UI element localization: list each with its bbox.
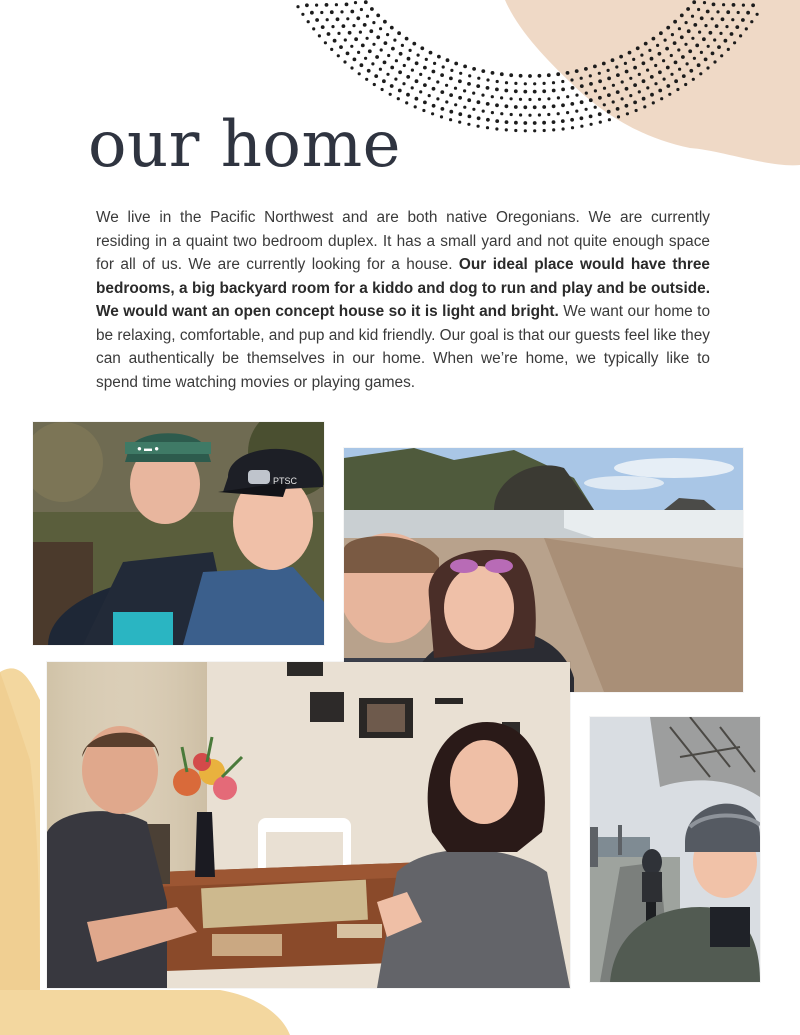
cap-logo-text: PTSC xyxy=(273,476,298,486)
photo-board-game xyxy=(47,662,570,988)
intro-text-part1: We live in the Pacific Northwest and are both native Oregonians. We are currently residing in a quaint two bedroom duplex. It has a small yard and not quite enough space for all of us. We are currently looking for a house. xyxy=(96,209,710,273)
svg-text:● ▬ ●: ● ▬ ● xyxy=(137,444,160,453)
page-title: our home xyxy=(88,108,401,182)
photo-beach-selfie xyxy=(344,448,743,692)
intro-text-part2: We want our home to be relaxing, comfortable, and pup and kid friendly. Our goal is that our guests feel like they can authentically be themselves in our home. When we’re home, we typically like to spend time watching movies or playing games. xyxy=(96,303,711,391)
intro-paragraph xyxy=(96,206,710,394)
photo-waterfront-segway xyxy=(590,717,760,982)
intro-text-bold: Our ideal place would have three bedrooms, a big backyard room for a kiddo and dog to run and play and be outside. We would want an open concept house so it is light and bright. xyxy=(96,256,710,320)
photo-hiking-selfie xyxy=(33,422,324,645)
